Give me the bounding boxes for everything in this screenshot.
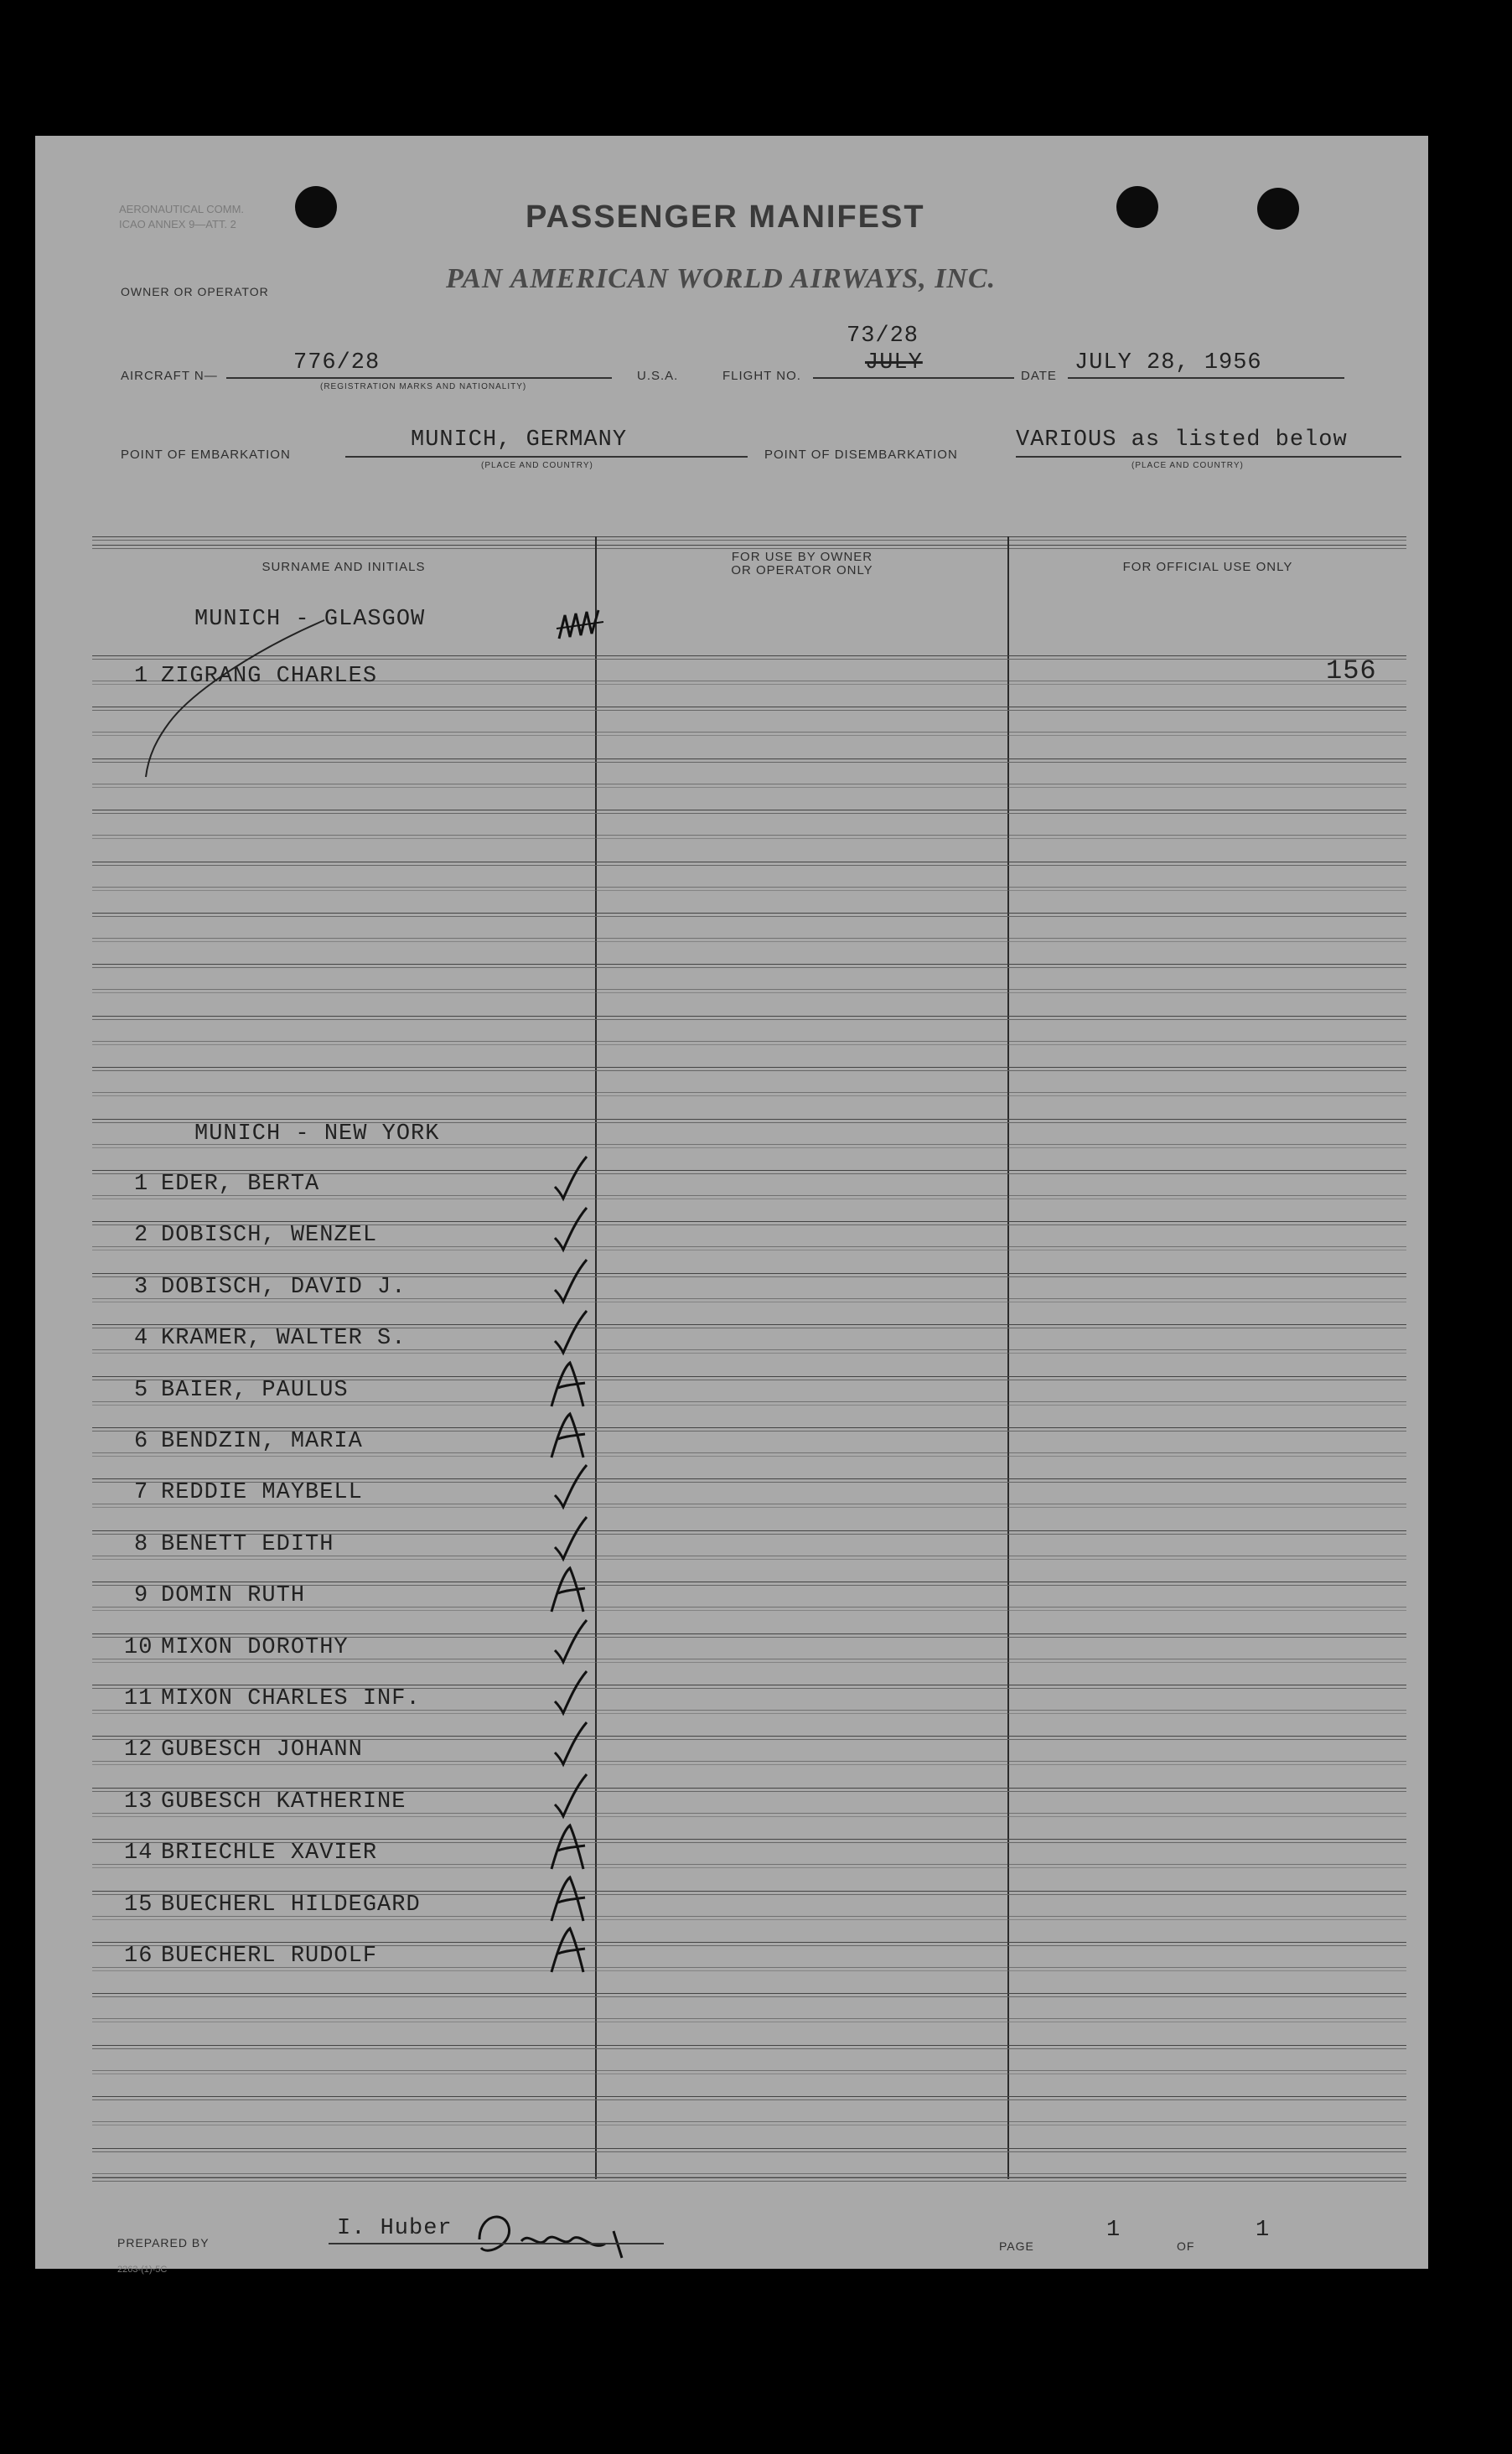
passenger-name: GUBESCH JOHANN [161, 1737, 363, 1763]
table-bottom-line [92, 2177, 1406, 2182]
passenger-number: 10 [124, 1635, 153, 1660]
airline-name: PAN AMERICAN WORLD AIRWAYS, INC. [446, 263, 997, 294]
ruled-line [92, 2018, 1406, 2022]
punch-hole [1116, 186, 1158, 228]
passenger-name: GUBESCH KATHERINE [161, 1789, 406, 1815]
embarkation-value: MUNICH, GERMANY [411, 427, 628, 453]
checkmark-icon [546, 1256, 597, 1307]
approval-a-mark [546, 1822, 597, 1872]
checkmark-icon [546, 1204, 597, 1255]
ruled-line [92, 1993, 1406, 1997]
column-header-owner: FOR USE BY OWNER [731, 550, 873, 564]
column-header-owner-line2: OR OPERATOR ONLY [731, 563, 873, 577]
page-label: PAGE [999, 2239, 1034, 2253]
form-number: 2263-(1)-5C [117, 2265, 168, 2275]
passenger-name: BRIECHLE XAVIER [161, 1840, 378, 1866]
embarkation-sublabel: (PLACE AND COUNTRY) [481, 461, 593, 470]
approval-a-mark [546, 1411, 597, 1461]
ruled-line [92, 1092, 1406, 1096]
passenger-name: ZIGRANG CHARLES [161, 664, 378, 689]
ruled-line [92, 2070, 1406, 2074]
ruled-line [92, 913, 1406, 917]
of-value: 1 [1256, 2218, 1271, 2243]
date-value: JULY 28, 1956 [1074, 350, 1262, 375]
passenger-number: 6 [134, 1429, 149, 1454]
aircraft-sublabel: (REGISTRATION MARKS AND NATIONALITY) [320, 382, 527, 391]
passenger-number: 13 [124, 1789, 153, 1815]
flight-struck-text: JULY [865, 350, 923, 375]
passenger-name: REDDIE MAYBELL [161, 1480, 363, 1505]
passenger-number: 14 [124, 1840, 153, 1866]
passenger-number: 9 [134, 1583, 149, 1608]
ruled-line [92, 862, 1406, 866]
approval-a-mark [546, 1359, 597, 1410]
passenger-name: BAIER, PAULUS [161, 1378, 349, 1403]
passenger-number: 2 [134, 1223, 149, 1248]
route-heading-newyork: MUNICH - NEW YORK [194, 1121, 440, 1147]
owner-label: OWNER OR OPERATOR [121, 285, 269, 298]
aircraft-value: 776/28 [293, 350, 381, 375]
page-value: 1 [1106, 2218, 1121, 2243]
prepared-label: PREPARED BY [117, 2236, 210, 2250]
column-header-surname: SURNAME AND INITIALS [261, 560, 426, 574]
checkmark-icon [546, 1514, 597, 1564]
passenger-name: MIXON CHARLES INF. [161, 1686, 421, 1711]
ruled-line [92, 2148, 1406, 2152]
punch-hole [1257, 188, 1299, 230]
ruled-line [92, 835, 1406, 839]
passenger-number: 7 [134, 1480, 149, 1505]
passenger-name: BENDZIN, MARIA [161, 1429, 363, 1454]
flight-label: FLIGHT NO. [722, 369, 801, 383]
ruled-line [92, 887, 1406, 891]
ruled-line [92, 2096, 1406, 2100]
column-header-official: FOR OFFICIAL USE ONLY [1122, 560, 1293, 574]
checkmark-icon [546, 1153, 597, 1204]
route-heading-glasgow: MUNICH - GLASGOW [194, 607, 426, 632]
page-title: PASSENGER MANIFEST [526, 199, 925, 235]
ruled-line [92, 810, 1406, 814]
ruled-line [92, 964, 1406, 968]
checkmark-icon [546, 1719, 597, 1769]
checkmark-icon [546, 1307, 597, 1358]
ruled-line [92, 1067, 1406, 1071]
punch-hole [295, 186, 337, 228]
disembarkation-sublabel: (PLACE AND COUNTRY) [1131, 461, 1244, 470]
passenger-number: 5 [134, 1378, 149, 1403]
manifest-sheet [35, 136, 1428, 2275]
ruled-line [92, 784, 1406, 788]
official-number: 156 [1326, 655, 1377, 686]
ruled-line [92, 938, 1406, 942]
scribble-mark [555, 605, 605, 647]
approval-a-mark [546, 1925, 597, 1975]
checkmark-icon [546, 1617, 597, 1667]
passenger-number: 3 [134, 1275, 149, 1300]
form-reference-annex: ICAO ANNEX 9—ATT. 2 [119, 218, 236, 230]
passenger-name: DOBISCH, WENZEL [161, 1223, 378, 1248]
form-reference: AERONAUTICAL COMM. [119, 203, 245, 215]
usa-label: U.S.A. [637, 369, 679, 383]
approval-a-mark [546, 1874, 597, 1924]
ruled-line [92, 2045, 1406, 2049]
column-divider [1007, 536, 1009, 2179]
passenger-number: 1 [134, 1172, 149, 1197]
prepared-value: I. Huber [337, 2216, 453, 2241]
checkmark-icon [546, 1462, 597, 1512]
ruled-line [92, 2121, 1406, 2125]
passenger-number: 15 [124, 1892, 153, 1918]
flight-value: 73/28 [847, 324, 919, 349]
disembarkation-label: POINT OF DISEMBARKATION [764, 448, 958, 462]
ruled-line [92, 1041, 1406, 1045]
passenger-name: MIXON DOROTHY [161, 1635, 349, 1660]
approval-a-mark [546, 1565, 597, 1615]
ruled-line [92, 989, 1406, 993]
passenger-name: BUECHERL RUDOLF [161, 1944, 378, 1969]
checkmark-icon [546, 1771, 597, 1821]
passenger-number: 12 [124, 1737, 153, 1763]
passenger-name: DOBISCH, DAVID J. [161, 1275, 406, 1300]
aircraft-label: AIRCRAFT N— [121, 369, 218, 383]
signature [471, 2206, 639, 2265]
passenger-number: 1 [134, 664, 149, 689]
passenger-name: BUECHERL HILDEGARD [161, 1892, 421, 1918]
passenger-number: 11 [124, 1686, 153, 1711]
ruled-line [92, 1016, 1406, 1020]
checkmark-icon [546, 1668, 597, 1718]
pen-stroke [136, 614, 329, 781]
passenger-number: 16 [124, 1944, 153, 1969]
of-label: OF [1177, 2239, 1195, 2253]
passenger-number: 4 [134, 1326, 149, 1351]
passenger-name: EDER, BERTA [161, 1172, 320, 1197]
passenger-name: DOMIN RUTH [161, 1583, 306, 1608]
passenger-number: 8 [134, 1532, 149, 1557]
passenger-name: KRAMER, WALTER S. [161, 1326, 406, 1351]
disembarkation-value: VARIOUS as listed below [1016, 427, 1348, 453]
embarkation-label: POINT OF EMBARKATION [121, 448, 291, 462]
date-label: DATE [1021, 369, 1057, 383]
passenger-name: BENETT EDITH [161, 1532, 334, 1557]
